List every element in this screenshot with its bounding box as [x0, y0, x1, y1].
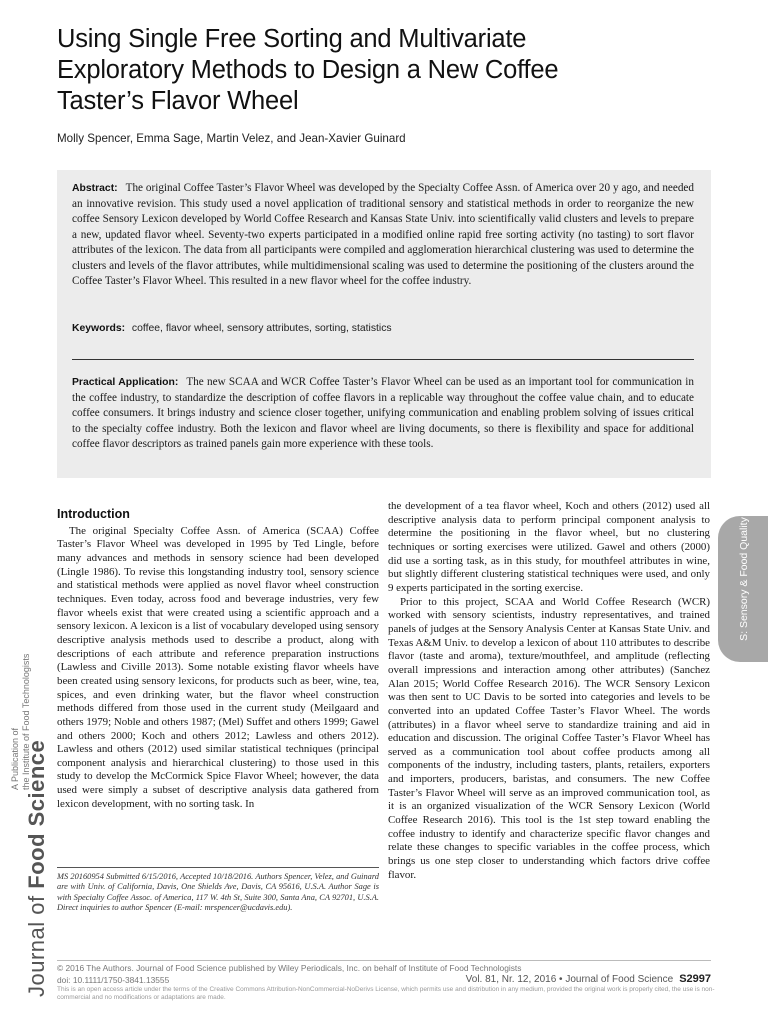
- title-line: Using Single Free Sorting and Multivariate: [57, 25, 527, 53]
- footer-divider: [57, 960, 711, 961]
- section-heading: Introduction: [57, 507, 130, 521]
- footnote-divider: [57, 867, 379, 868]
- body-paragraph: Prior to this project, SCAA and World Coffee Research (WCR) worked with sensory scientists, industry representatives, and trained panels of judges at the Sensory Analysis Center at Kansas State Univ. and Texas A&M Univ. to develop a lexicon of about 110 attributes to describe flavor (taste and aroma), texture/mouthfeel, and amplitude (reflecting overall impressions and interaction among other attributes) (Sanchez Alan 2015; World Coffee Research 2016). The WCR Sensory Lexicon was then sent to UC Davis to be sorted into categories and levels to be converted into an updated Coffee Taster’s Flavor Wheel. The words (attributes) in a flavor wheel serve to standardize training and aid in education and discussion. The original Coffee Taster’s Flavor Wheel has served as a communication tool about coffee products among all components of the industry, including tasters, plants, retailers, exporters and importers, producers, baristas, and consumers. The new Coffee Taster’s Flavor Wheel will serve as an improved communication tool, as it is an organized visualization of the WCR Sensory Lexicon (World Coffee Research 2016). This tool is the 1st step toward enabling the coffee industry to identify and characterize specific flavor changes and relate these changes to specific variables in the coffee process, which brings us one step closer to understanding which factors drive coffee flavor.: [388, 595, 710, 881]
- page-number: S2997: [679, 973, 711, 985]
- body-paragraph: The original Specialty Coffee Assn. of America (SCAA) Coffee Taster’s Flavor Wheel was developed in 1995 by Ted Lingle, before many advances and methods in sensory science had been developed (Lingle 1986). To revise this longstanding industry tool, sensory science and statistical methods were applied as novel flavor wheel construction techniques. Even today, across food and beverage industries, very few flavor wheels exist that were created using a scientific approach and a sensory lexicon. A lexicon is a list of vocabulary developed using sensory descriptive analysis methods used to describe a product, along with descriptions of each attribute and reference preparation instructions (Lawless and Civille 2013). Some notable existing flavor wheels have been created using sensory lexicons, for products such as beer, wine, tea, spices, and even drinking water, but the flavor wheel construction methods differed from those used in the current study (Meilgaard and others 1979; Noble and others 1987; (Mel) Suffet and others 1999; Gawel and others 2000; Koch and others 2012; Lawless and others 2012). Lawless and others (2012) used similar statistical techniques (principal component analysis and hierarchical clustering) to those used in this study to develop the McCormick Spice Flavor Wheel; however, the data used were simply a subset of descriptive analysis data gathered from lexicon development, with no sorting task. In: [57, 524, 379, 810]
- section-tab-label: S: Sensory & Food Quality: [738, 517, 750, 641]
- publication-line: A Publication of: [10, 727, 20, 790]
- keywords-label: Keywords:: [72, 323, 126, 334]
- journal-logo: [24, 740, 50, 997]
- abstract-label: Abstract:: [72, 183, 118, 194]
- abstract-divider: [72, 359, 694, 360]
- left-column: [57, 508, 379, 811]
- doi-line: [57, 975, 711, 985]
- copyright-line: © 2016 The Authors. Journal of Food Science published by Wiley Periodicals, Inc. on behalf of Institute of Food Technologists: [57, 963, 522, 973]
- abstract: [72, 181, 694, 290]
- keywords-text: coffee, flavor wheel, sensory attributes, sorting, statistics: [131, 323, 392, 334]
- abstract-text: The original Coffee Taster’s Flavor Wheel was developed by the Specialty Coffee Assn. of America over 20 y ago, and needed an innovative revision. This study used a novel application of traditional sensory and statistical methods in order to reorganize the new coffee Sensory Lexicon developed by World Coffee Research and Kansas State Univ. into scientifically valid clusters and levels to prepare a new, updated flavor wheel. Seventy-two experts participated in a modified online rapid free sorting activity (no tasting) to sort flavor attributes of the lexicon. The data from all participants were compiled and agglomeration hierarchical clustering was used to determine the clusters and levels of the flavor attributes, while multidimensional scaling was used to determine the positioning of the clusters around the Coffee Taster’s Flavor Wheel. This resulted in a new flavor wheel for the coffee industry.: [72, 182, 694, 287]
- practical-label: Practical Application:: [72, 377, 179, 388]
- doi: doi: 10.1111/1750-3841.13555: [57, 975, 170, 985]
- right-column: [388, 500, 710, 882]
- keywords: [72, 321, 694, 337]
- license-text: This is an open access article under the terms of the Creative Commons Attribution-NonCommercial-NoDerivs License, which permits use and distribution in any medium, provided the original work is properly cited, the use is non-commercial and no modifications or adaptations are made.: [57, 986, 715, 1001]
- practical-application: [72, 375, 694, 453]
- journal-name-part: Food Science: [24, 739, 49, 889]
- body-paragraph: the development of a tea flavor wheel, Koch and others (2012) used all descriptive analysis data to perform principal component analysis to determine the positioning in the flavor wheel, but no clustering techniques or sorting exercises were utilized. Gawel and others (2000) did use a sorting task, as in this study, for mouthfeel attributes in wine, but slightly different clustering statistical techniques were used, and only 9 experts participated in the sorting exercise.: [388, 500, 710, 594]
- article-title: [57, 24, 697, 117]
- publication-line: the Institute of Food Technologists: [20, 653, 31, 790]
- section-tab: [718, 516, 768, 662]
- journal-name-part: Journal of: [24, 895, 49, 997]
- author-list: Molly Spencer, Emma Sage, Martin Velez, and Jean-Xavier Guinard: [57, 132, 406, 145]
- footnote: MS 20160954 Submitted 6/15/2016, Accepted 10/18/2016. Authors Spencer, Velez, and Guinard are with Univ. of California, Davis, One Shields Ave, Davis, CA 95616, U.S.A. Author Sage is with Specialty Coffee Assoc. of America, 117 W. 4th St, Suite 300, Santa Ana, CA 92701, U.S.A. Direct inquiries to author Spencer (E-mail: mrspencer@ucdavis.edu).: [57, 872, 379, 913]
- practical-text: The new SCAA and WCR Coffee Taster’s Flavor Wheel can be used as an important tool for communication in the coffee industry, to standardize the description of coffee flavors in a replicable way throughout the coffee value chain, and to educate coffee consumers. It brings industry and science closer together, unifying communication and enabling problem solving of issues critical to the specialty coffee industry. Both the lexicon and flavor wheel are living documents, so there is flexibility and space for additional coffee flavor descriptors as trained panels gain more experience with these tools.: [72, 376, 695, 450]
- volume: Vol. 81, Nr. 12, 2016 • Journal of Food Science: [465, 974, 674, 985]
- abstract-box: [57, 170, 711, 478]
- volume-info: [466, 973, 711, 985]
- title-line: Exploratory Methods to Design a New Coffee: [57, 56, 559, 84]
- title-line: Taster’s Flavor Wheel: [57, 87, 299, 115]
